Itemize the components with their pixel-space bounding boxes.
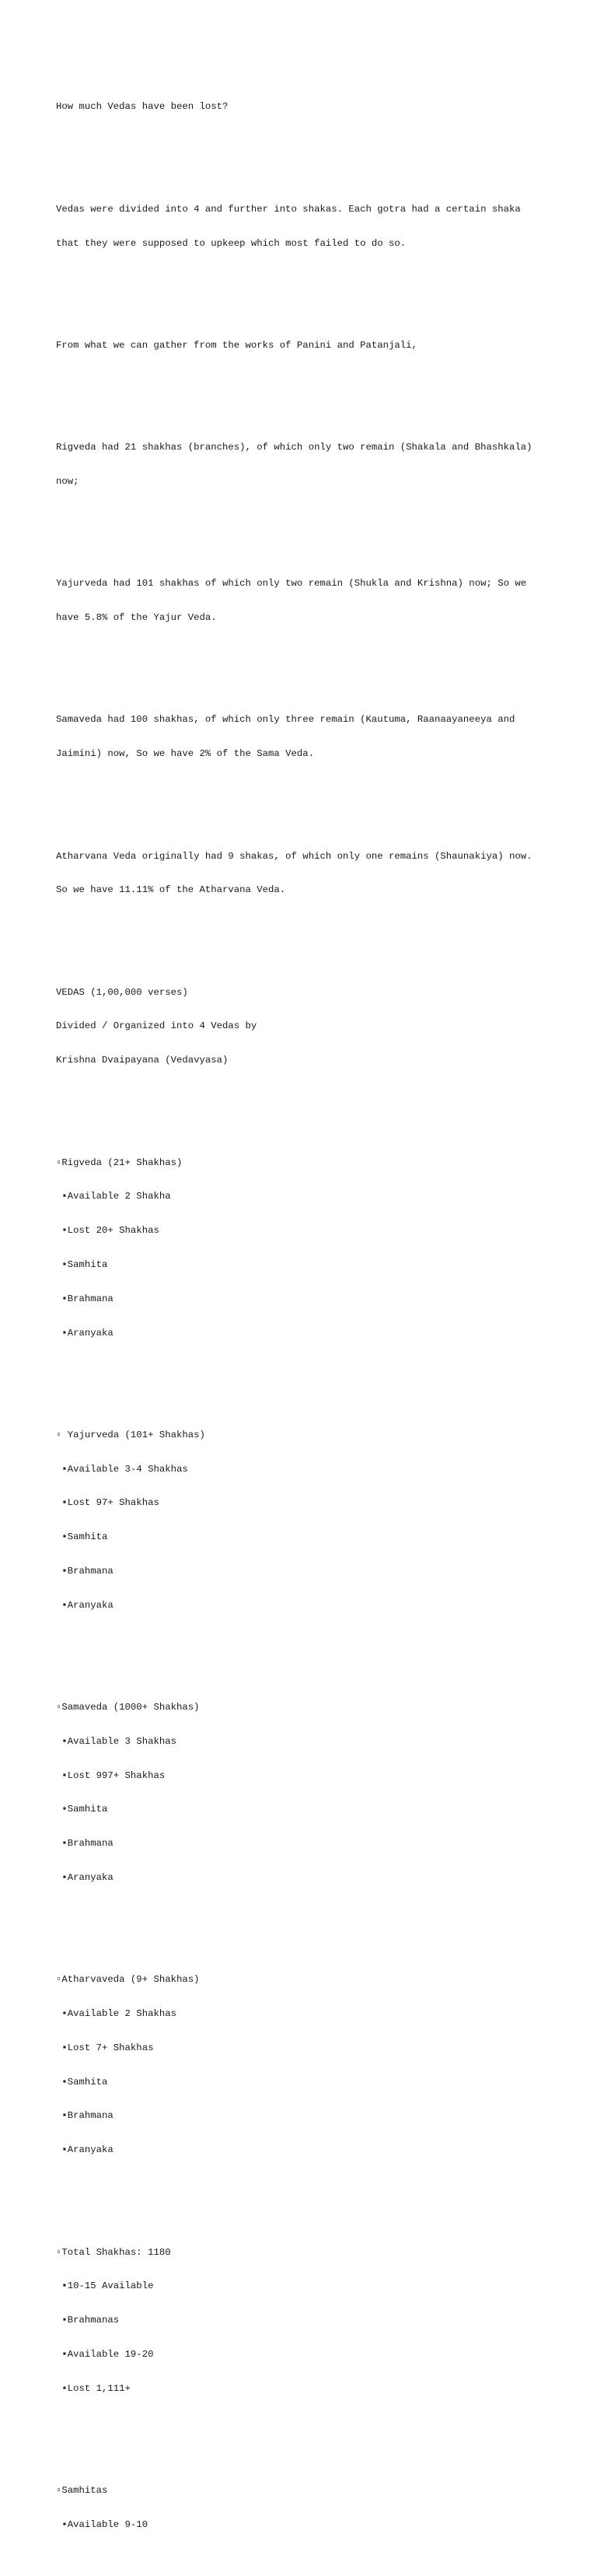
document-page — [56, 56, 553, 2576]
list-item: ▪Available 3-4 Shakhas — [56, 1463, 188, 1475]
group-yajurveda — [56, 1407, 553, 1634]
list-item: ▪Lost 997+ Shakhas — [56, 1769, 166, 1781]
group-total-shakhas — [56, 2224, 553, 2417]
paragraph-atharvaveda — [56, 828, 553, 919]
group-heading: ▫Samhitas — [56, 2485, 108, 2497]
paragraph-samaveda — [56, 691, 553, 782]
list-item: ▪Samhita — [56, 1531, 108, 1543]
list-item: ▪Lost 1,111+ — [56, 2382, 131, 2394]
list-item: ▪Aranyaka — [56, 1872, 113, 1883]
paragraph-line: have 5.8% of the Yajur Veda. — [56, 612, 217, 624]
list-item: ▪Available 3 Shakhas — [56, 1735, 176, 1747]
paragraph-line: Atharvana Veda originally had 9 shakas, of which only one remains (Shaunakiya) now. — [56, 850, 532, 862]
paragraph-gotra — [56, 181, 553, 272]
paragraph-line: So we have 11.11% of the Atharvana Veda. — [56, 884, 286, 896]
list-item: ▪Brahmanas — [56, 2315, 120, 2326]
title-line: How much Vedas have been lost? — [56, 101, 229, 113]
list-item: ▪Brahmana — [56, 1293, 113, 1304]
list-item: ▪Aranyaka — [56, 2144, 113, 2156]
group-samaveda — [56, 1679, 553, 1906]
paragraph-line: that they were supposed to upkeep which most failed to do so. — [56, 237, 407, 249]
group-heading: ▫Rigveda (21+ Shakhas) — [56, 1157, 183, 1168]
list-item: ▪Brahmana — [56, 1565, 113, 1577]
paragraph-line: Jaimini) now, So we have 2% of the Sama Veda. — [56, 748, 315, 760]
group-samhitas — [56, 2462, 553, 2553]
paragraph-line: Rigveda had 21 shakhas (branches), of which only two remain (Shakala and Bhashkala) — [56, 442, 532, 453]
paragraph-rigveda — [56, 419, 553, 510]
group-heading: ▫ Yajurveda (101+ Shakhas) — [56, 1429, 205, 1440]
list-item: ▪Lost 97+ Shakhas — [56, 1497, 159, 1509]
list-item: ▪Samhita — [56, 1258, 108, 1270]
list-item: ▪Lost 7+ Shakhas — [56, 2042, 154, 2053]
paragraph-line: Divided / Organized into 4 Vedas by — [56, 1020, 257, 1032]
list-item: ▪Available 9-10 — [56, 2518, 148, 2530]
paragraph-line: Yajurveda had 101 shakhas of which only two remain (Shukla and Krishna) now; So we — [56, 578, 527, 590]
group-atharvaveda — [56, 1951, 553, 2179]
list-item: ▪Brahmana — [56, 2110, 113, 2122]
paragraph-line: now; — [56, 475, 79, 487]
group-rigveda — [56, 1134, 553, 1361]
paragraph-panini — [56, 317, 553, 374]
list-item: ▪10-15 Available — [56, 2280, 154, 2292]
list-item: ▪Lost 20+ Shakhas — [56, 1225, 159, 1237]
list-item: ▪Aranyaka — [56, 1327, 113, 1339]
paragraph-line: Samaveda had 100 shakhas, of which only three remain (Kautuma, Raanaayaneeya and — [56, 714, 515, 726]
paragraph-line: From what we can gather from the works of Panini and Patanjali, — [56, 339, 417, 351]
paragraph-yajurveda — [56, 555, 553, 646]
document-title — [56, 79, 553, 135]
paragraph-vedas-summary — [56, 964, 553, 1090]
paragraph-line: VEDAS (1,00,000 verses) — [56, 986, 188, 998]
list-item: ▪Aranyaka — [56, 1599, 113, 1611]
paragraph-line: Krishna Dvaipayana (Vedavyasa) — [56, 1055, 229, 1066]
group-heading: ▫Samaveda (1000+ Shakhas) — [56, 1702, 200, 1713]
group-heading: ▫Total Shakhas: 1180 — [56, 2246, 171, 2258]
list-item: ▪Available 2 Shakha — [56, 1191, 171, 1202]
list-item: ▪Samhita — [56, 1804, 108, 1815]
list-item: ▪Brahmana — [56, 1838, 113, 1850]
list-item: ▪Available 19-20 — [56, 2348, 154, 2360]
list-item: ▪Available 2 Shakhas — [56, 2008, 176, 2020]
list-item: ▪Samhita — [56, 2076, 108, 2088]
group-heading: ▫Atharvaveda (9+ Shakhas) — [56, 1974, 200, 1986]
paragraph-line: Vedas were divided into 4 and further into shakas. Each gotra had a certain shaka — [56, 203, 521, 215]
